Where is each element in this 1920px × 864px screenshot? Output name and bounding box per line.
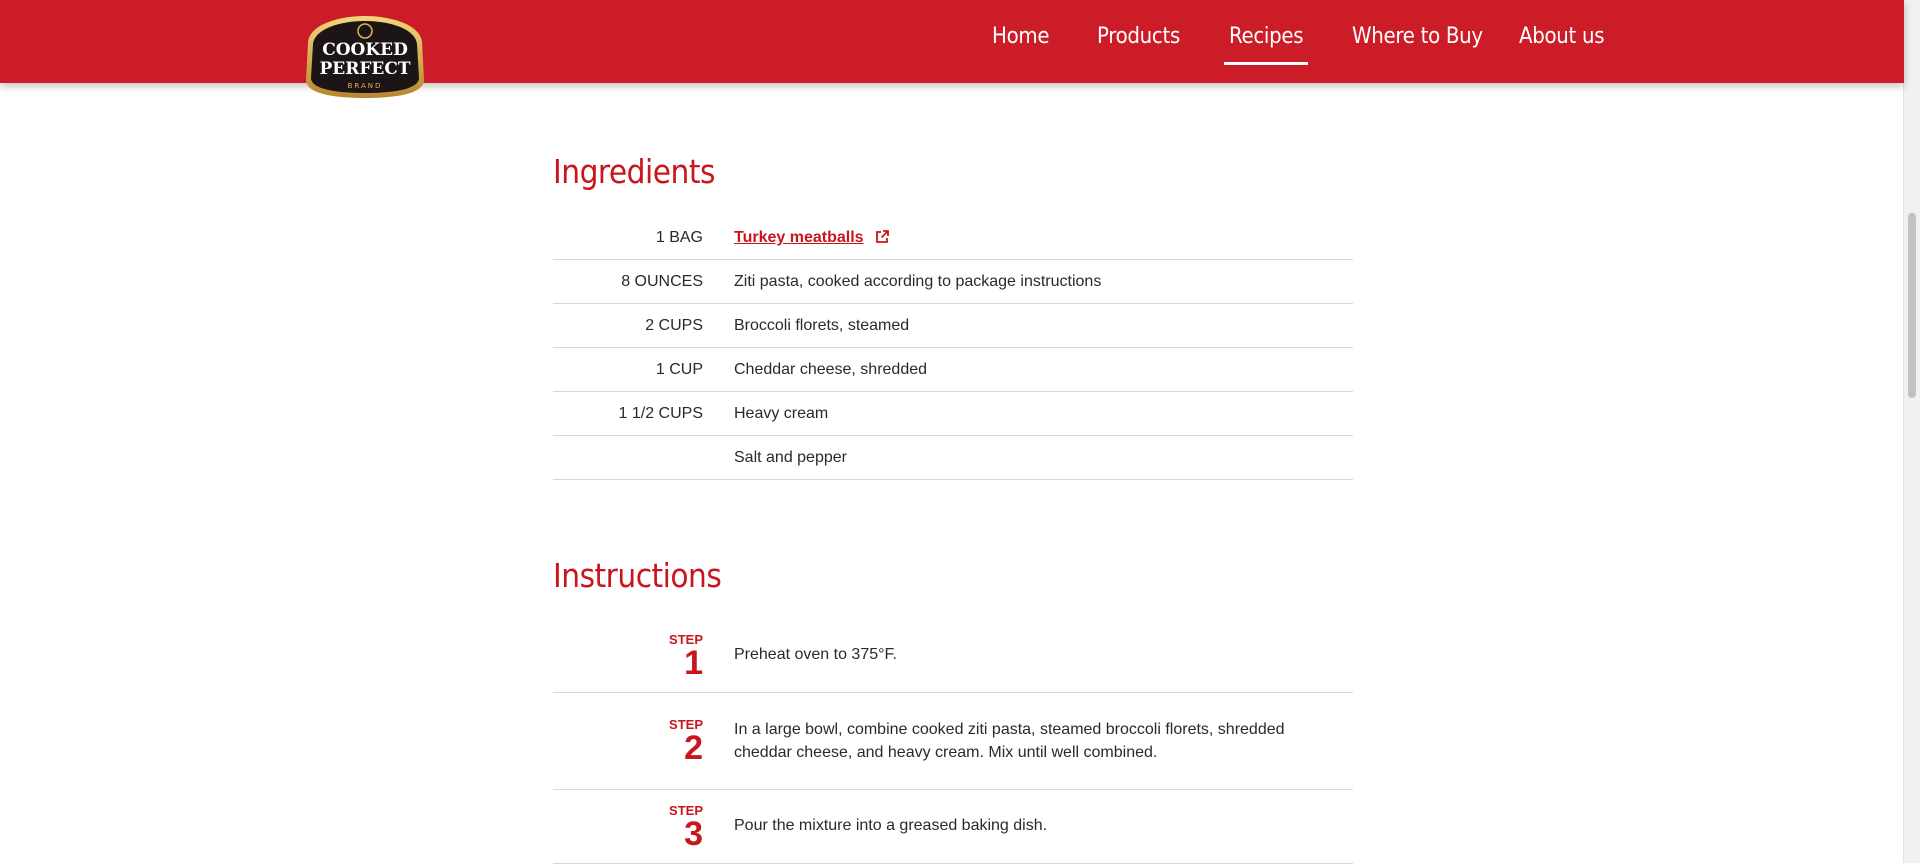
ingredient-row <box>553 260 1353 304</box>
page-scrollbar[interactable] <box>1903 0 1920 863</box>
ingredients-table <box>553 216 1353 480</box>
external-link-icon[interactable] <box>874 219 890 262</box>
step-label <box>669 717 703 767</box>
ingredient-qty: 8 OUNCES <box>621 273 703 290</box>
nav-about-us[interactable]: About us <box>1519 24 1605 49</box>
ingredient-row <box>553 392 1353 436</box>
logo-text-3: BRAND <box>347 82 383 90</box>
nav-products[interactable]: Products <box>1097 24 1180 49</box>
ingredient-name: Broccoli florets, steamed <box>734 317 910 334</box>
ingredient-name: Ziti pasta, cooked according to package instructions <box>734 273 1102 290</box>
step-number: 1 <box>684 644 703 682</box>
step-number: 2 <box>684 729 703 767</box>
ingredient-row <box>553 436 1353 480</box>
logo-text-2: PERFECT <box>319 59 411 79</box>
step-label <box>669 632 703 682</box>
ingredient-qty: 1 CUP <box>655 361 703 378</box>
ingredient-qty: 1 BAG <box>655 229 703 246</box>
step-text: Pour the mixture into a greased baking dish. <box>734 817 1048 834</box>
instructions-list <box>553 629 1353 864</box>
site-header <box>0 0 1904 83</box>
ingredient-qty: 2 CUPS <box>645 317 703 334</box>
logo-text-1: COOKED <box>322 40 408 60</box>
step-label <box>669 803 703 853</box>
nav-home[interactable]: Home <box>992 24 1050 49</box>
nav-where-to-buy[interactable]: Where to Buy <box>1352 24 1483 49</box>
ingredient-name: Salt and pepper <box>734 449 847 466</box>
instructions-heading: Instructions <box>553 556 722 595</box>
ingredient-qty: 1 1/2 CUPS <box>618 405 703 422</box>
step-text: In a large bowl, combine cooked ziti pasta, steamed broccoli florets, shredded cheddar cheese, and heavy cream. Mix until well combined. <box>734 721 1285 761</box>
ingredient-name: Cheddar cheese, shredded <box>734 361 928 378</box>
step-text: Preheat oven to 375°F. <box>734 646 897 663</box>
step-word: STEP <box>669 803 703 818</box>
step-word: STEP <box>669 632 703 647</box>
ingredient-row <box>553 348 1353 392</box>
step-row <box>553 790 1353 864</box>
brand-logo[interactable] <box>300 12 430 100</box>
ingredient-name: Heavy cream <box>734 405 829 422</box>
scrollbar-thumb[interactable] <box>1908 213 1916 398</box>
ingredient-row <box>553 304 1353 348</box>
step-row <box>553 693 1353 790</box>
turkey-meatballs-link[interactable]: Turkey meatballs <box>734 229 864 246</box>
step-number: 3 <box>684 815 703 853</box>
step-word: STEP <box>669 717 703 732</box>
nav-recipes[interactable]: Recipes <box>1229 24 1304 49</box>
ingredient-row <box>553 216 1353 260</box>
ingredients-heading: Ingredients <box>553 152 715 191</box>
step-row <box>553 629 1353 693</box>
